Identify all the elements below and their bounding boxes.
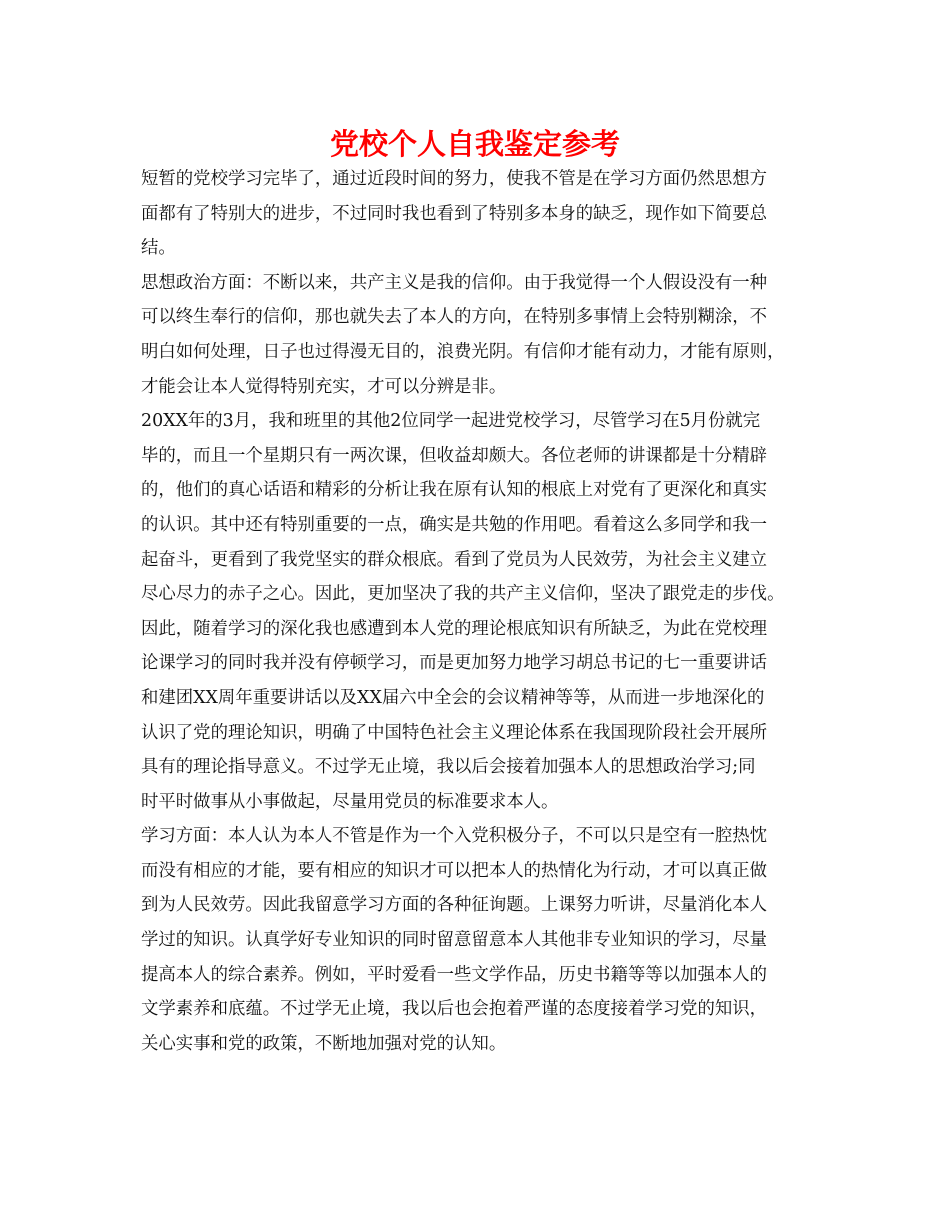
text-line: 短暂的党校学习完毕了，通过近段时间的努力，使我不管是在学习方面仍然思想方: [141, 169, 768, 189]
document-body: [141, 162, 821, 1061]
text-line: 学习方面：本人认为本人不管是作为一个入党积极分子，不可以只是空有一腔热忱: [141, 826, 768, 847]
text-line: 毕的，而且一个星期只有一两次课，但收益却颇大。各位老师的讲课都是十分精辟: [141, 445, 768, 466]
text-line: 和建团XX周年重要讲话以及XX届六中全会的会议精神等等，从而进一步地深化的: [141, 687, 765, 708]
text-line: 文学素养和底蕴。不过学无止境，我以后也会抱着严谨的态度接着学习党的知识，: [141, 999, 768, 1020]
text-line: 的，他们的真心话语和精彩的分析让我在原有认知的根底上对党有了更深化和真实: [141, 480, 768, 501]
text-line: 可以终生奉行的信仰，那也就失去了本人的方向，在特别多事情上会特别糊涂，不: [141, 307, 768, 328]
document-title: 党校个人自我鉴定参考: [329, 127, 620, 161]
text-line: 论课学习的同时我并没有停顿学习，而是更加努力地学习胡总书记的七一重要讲话: [141, 653, 768, 674]
text-line: 才能会让本人觉得特别充实，才可以分辨是非。: [141, 376, 507, 397]
text-line: 尽心尽力的赤子之心。因此，更加坚决了我的共产主义信仰，坚决了跟党走的步伐。: [141, 584, 785, 605]
text-line: 而没有相应的才能，要有相应的知识才可以把本人的热情化为行动，才可以真正做: [141, 860, 768, 881]
text-line: 关心实事和党的政策，不断地加强对党的认知。: [141, 1033, 507, 1054]
text-line: 20XX年的3月，我和班里的其他2位同学一起进党校学习，尽管学习在5月份就完: [141, 411, 761, 432]
text-line: 面都有了特别大的进步，不过同时我也看到了特别多本身的缺乏，现作如下简要总: [141, 203, 768, 224]
text-line: 的认识。其中还有特别重要的一点，确实是共勉的作用吧。看着这么多同学和我一: [141, 514, 768, 535]
text-line: 因此，随着学习的深化我也感遭到本人党的理论根底知识有所缺乏，为此在党校理: [141, 618, 768, 639]
text-line: 结。: [141, 238, 176, 259]
text-line: 学过的知识。认真学好专业知识的同时留意留意本人其他非专业知识的学习，尽量: [141, 930, 768, 951]
text-line: 具有的理论指导意义。不过学无止境，我以后会接着加强本人的思想政治学习;同: [141, 757, 756, 778]
text-line: 思想政治方面：不断以来，共产主义是我的信仰。由于我觉得一个人假设没有一种: [141, 272, 768, 293]
text-line: 到为人民效劳。因此我留意学习方面的各种征询题。上课努力听讲，尽量消化本人: [141, 895, 768, 916]
text-line: 提高本人的综合素养。例如，平时爱看一些文学作品，历史书籍等等以加强本人的: [141, 964, 768, 985]
text-line: 认识了党的理论知识，明确了中国特色社会主义理论体系在我国现阶段社会开展所: [141, 722, 768, 743]
text-line: 明白如何处理，日子也过得漫无目的，浪费光阴。有信仰才能有动力，才能有原则，: [141, 341, 785, 362]
text-line: 起奋斗，更看到了我党坚实的群众根底。看到了党员为人民效劳，为社会主义建立: [141, 549, 768, 570]
text-line: 时平时做事从小事做起，尽量用党员的标准要求本人。: [141, 791, 559, 812]
